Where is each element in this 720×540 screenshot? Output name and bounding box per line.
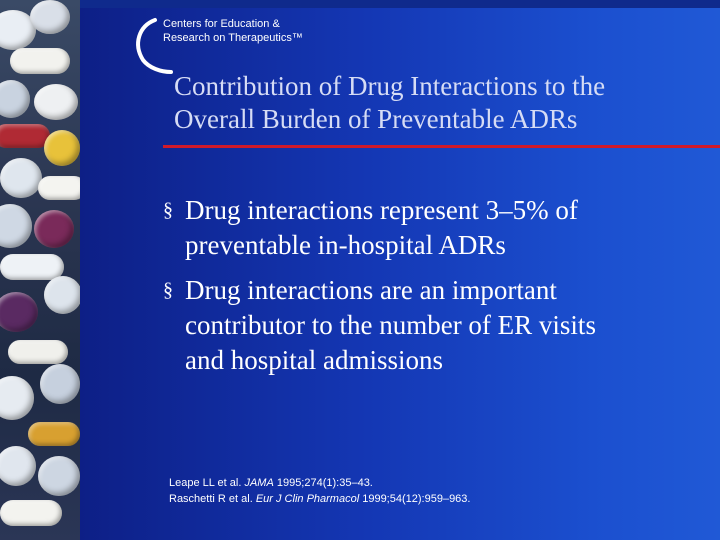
reference-item [169,475,470,491]
organization-name [163,17,303,45]
reference-authors: Raschetti R et al. [169,493,256,505]
pills-photo [0,0,80,540]
organization-line-1: Centers for Education & [163,18,280,30]
reference-citation: 1995;274(1):35–43. [273,477,373,489]
bullet-item [163,273,703,378]
reference-journal: Eur J Clin Pharmacol [255,493,360,505]
title-divider [163,145,720,148]
slide-title [174,70,714,136]
bullet-line: preventable in-hospital ADRs [185,230,506,260]
title-line-1: Contribution of Drug Interactions to the [174,71,606,101]
reference-authors: Leape LL et al. [169,477,245,489]
bullet-list [163,193,703,388]
bullet-line: Drug interactions represent 3–5% of [185,195,578,225]
bullet-marker-icon: § [163,279,173,301]
bullet-line: Drug interactions are an important [185,275,557,305]
reference-citation: 1999;54(12):959–963. [359,493,471,505]
bullet-item [163,193,703,263]
organization-line-2: Research on Therapeutics™ [163,32,303,44]
title-line-2: Overall Burden of Preventable ADRs [174,104,578,134]
reference-item [169,491,470,507]
bullet-line: and hospital admissions [185,345,443,375]
reference-journal: JAMA [244,477,274,489]
references [169,475,470,507]
bullet-line: contributor to the number of ER visits [185,310,596,340]
bullet-marker-icon: § [163,199,173,221]
